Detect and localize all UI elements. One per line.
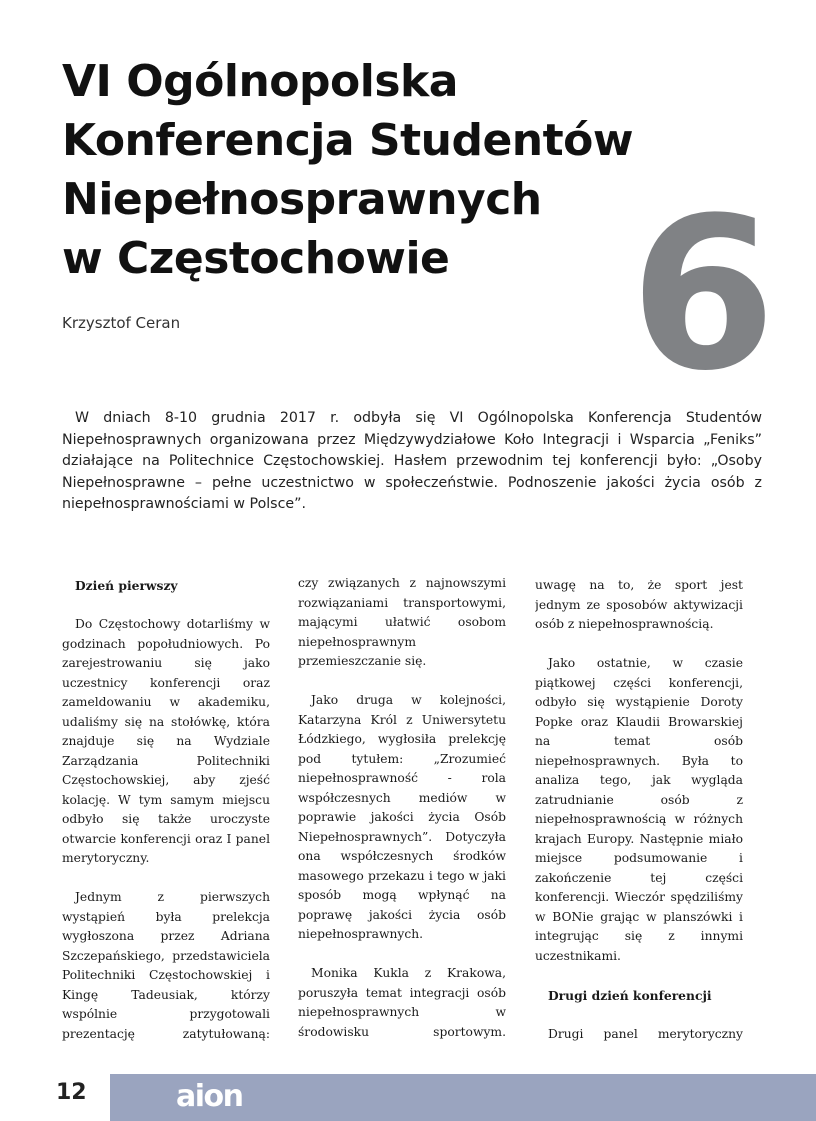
article-title — [62, 52, 702, 288]
title-line: VI Ogólnopolska — [62, 56, 458, 107]
section-heading: Dzień pierwszy — [75, 578, 178, 593]
paragraph: Jako druga w kolejności, Katarzyna Król z Uniwersytetu Łódzkiego, wygłosiła prelekcję pod tytułem: „Zrozumieć niepełnosprawność - rola współczesnych mediów w poprawie jakości życia Osób Niepełnosprawnych”. Dotyczyła ona współczesnych środków masowego przekazu i tego w jaki sposób mogą wpłynąć na poprawę jakości życia osób niepełnosprawnych. — [298, 693, 506, 941]
title-line: Niepełnosprawnych — [62, 174, 542, 225]
section-heading: Drugi dzień konferencji — [548, 987, 712, 1003]
lead-paragraph: W dniach 8-10 grudnia 2017 r. odbyła się VI Ogólnopolska Konferencja Studentów Niepełnosprawnych organizowana przez Międzywydziałowe Koło Integracji i Wsparcia „Feniks” działające na Politechnice Częstochowskiej. Hasłem przewodnim tej konferencji było: „Osoby Niepełnosprawne – pełne uczestnictwo w społeczeństwie. Podnoszenie jakości życia osób z niepełnosprawnościami w Polsce”. — [62, 410, 762, 512]
paragraph: Do Częstochowy dotarliśmy w godzinach popołudniowych. Po zarejestrowaniu się jako uczestnicy konferencji oraz zameldowaniu w akademiku, udaliśmy się na stołówkę, która znajduje się na Wydziale Zarządzania Politechniki Częstochowskiej, aby zjeść kolację. W tym samym miejscu odbyło się także uroczyste otwarcie konferencji oraz I panel merytoryczny. — [62, 617, 270, 865]
paragraph: Drugi panel merytoryczny — [548, 1026, 743, 1041]
author-name: Krzysztof Ceran — [62, 314, 181, 332]
footer-bar — [110, 1074, 816, 1121]
paragraph: czy związanych z najnowszymi rozwiązaniami transportowymi, mającymi ułatwić osobom niepełnosprawnym przemieszczanie się. — [298, 576, 506, 668]
paragraph: Monika Kukla z Krakowa, poruszyła temat integracji osób niepełnosprawnych w środowisku sportowym. — [298, 966, 506, 1039]
title-line: w Częstochowie — [62, 233, 450, 284]
paragraph: Jednym z pierwszych wystąpień była prelekcja wygłoszona przez Adriana Szczepańskiego, przedstawiciela Politechniki Częstochowskiej i Kingę Tadeusiak, którzy wspólnie przygotowali prezentację zatytułowaną: — [62, 890, 270, 1041]
chapter-number: 6 — [629, 172, 777, 417]
paragraph: uwagę na to, że sport jest jednym ze sposobów aktywizacji osób z niepełnosprawnością. — [535, 578, 743, 631]
paragraph: Jako ostatnie, w czasie piątkowej części konferencji, odbyło się wystąpienie Doroty Popke oraz Klaudii Browarskiej na temat osób niepełnosprawnych. Była to analiza tego, jak wygląda zatrudnianie osób z niepełnosprawnością w różnych krajach Europy. Następnie miało miejsce podsumowanie i zakończenie tej części konferencji. Wieczór spędziliśmy w BONie grając w planszówki i integrując się z innymi uczestnikami. — [535, 656, 743, 963]
text-column-1 — [62, 576, 270, 1046]
text-column-2 — [298, 574, 506, 1044]
page-number: 12 — [56, 1080, 87, 1105]
magazine-logo: aion — [176, 1079, 243, 1114]
title-line: Konferencja Studentów — [62, 115, 634, 166]
text-column-3 — [535, 576, 743, 1046]
